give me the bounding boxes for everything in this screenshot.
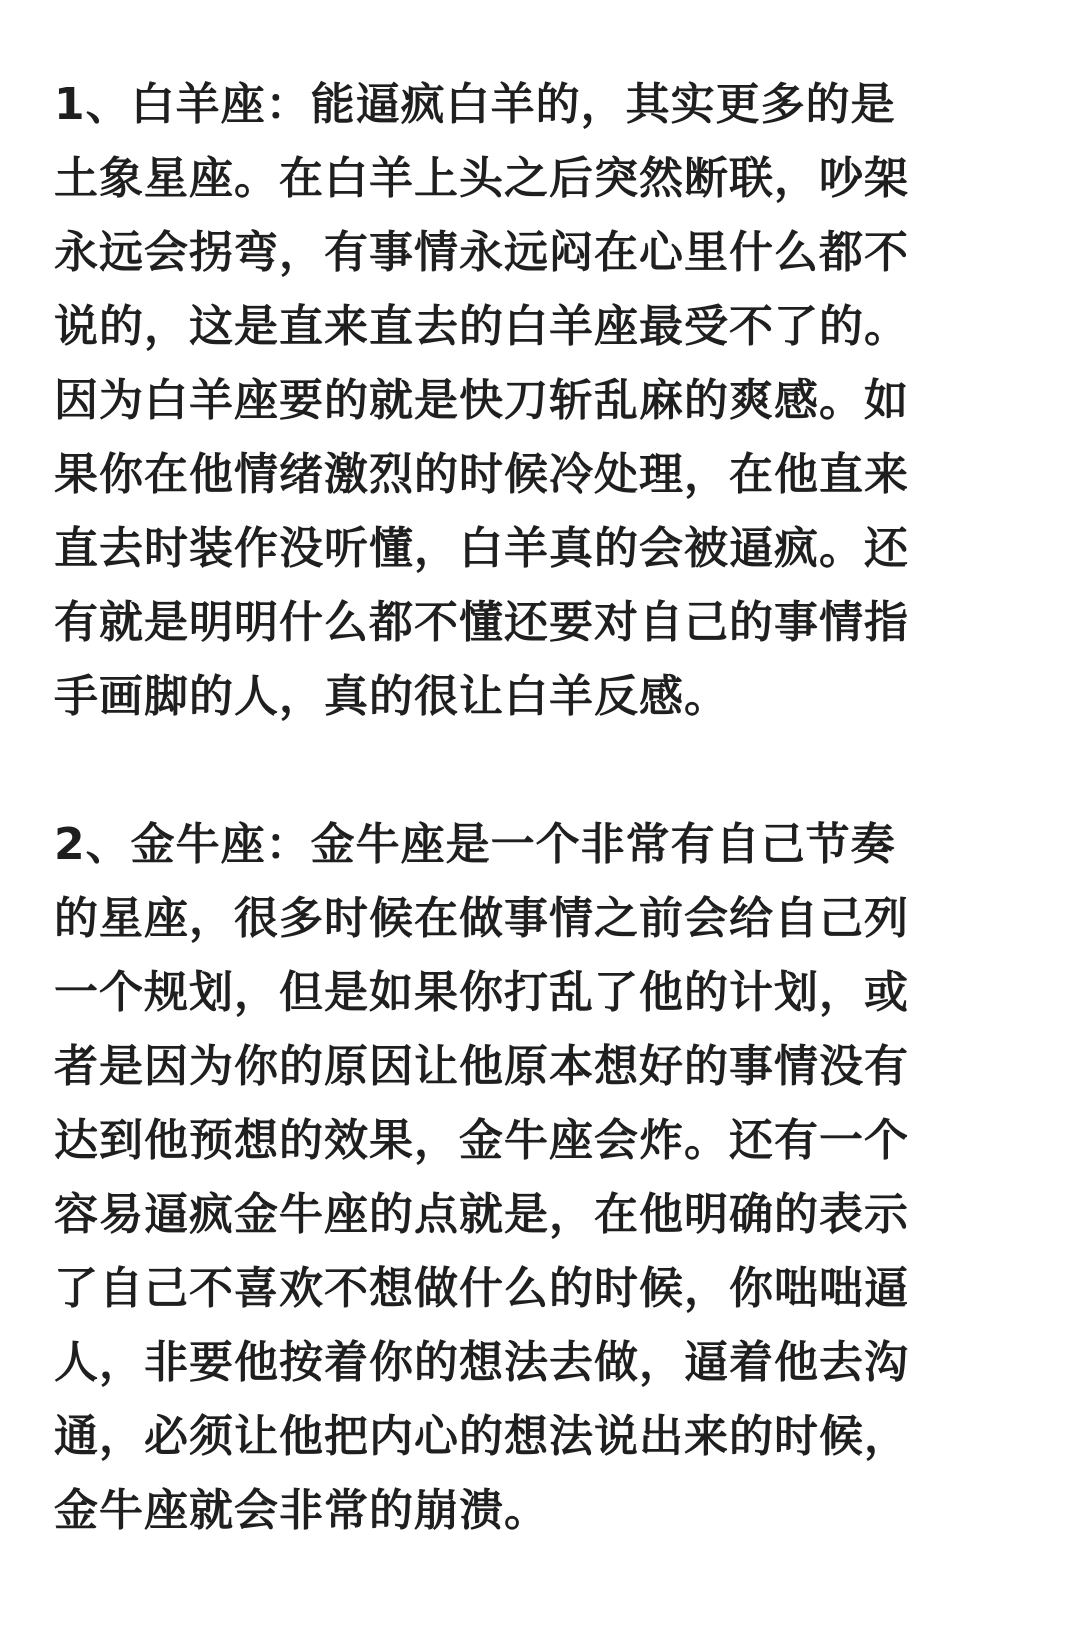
article-body bbox=[54, 68, 1026, 1548]
text-line: 直去时装作没听懂，白羊真的会被逼疯。还 bbox=[54, 523, 909, 574]
text-line: 者是因为你的原因让他原本想好的事情没有 bbox=[54, 1041, 909, 1092]
text-line: 因为白羊座要的就是快刀斩乱麻的爽感。如 bbox=[54, 375, 909, 426]
paragraph-taurus bbox=[54, 808, 1026, 1548]
paragraph-spacer bbox=[54, 734, 1026, 808]
text-line: 说的，这是直来直去的白羊座最受不了的。 bbox=[54, 301, 909, 352]
text-line: 1、白羊座：能逼疯白羊的，其实更多的是 bbox=[54, 79, 896, 130]
text-line: 金牛座就会非常的崩溃。 bbox=[54, 1485, 549, 1536]
text-line: 一个规划，但是如果你打乱了他的计划，或 bbox=[54, 967, 909, 1018]
text-line: 有就是明明什么都不懂还要对自己的事情指 bbox=[54, 597, 909, 648]
text-line: 土象星座。在白羊上头之后突然断联，吵架 bbox=[54, 153, 909, 204]
text-line: 的星座，很多时候在做事情之前会给自己列 bbox=[54, 893, 909, 944]
text-line: 永远会拐弯，有事情永远闷在心里什么都不 bbox=[54, 227, 909, 278]
text-line: 达到他预想的效果，金牛座会炸。还有一个 bbox=[54, 1115, 909, 1166]
text-line: 容易逼疯金牛座的点就是，在他明确的表示 bbox=[54, 1189, 909, 1240]
text-line: 2、金牛座：金牛座是一个非常有自己节奏 bbox=[54, 819, 896, 870]
text-line: 人，非要他按着你的想法去做，逼着他去沟 bbox=[54, 1337, 909, 1388]
text-line: 了自己不喜欢不想做什么的时候，你咄咄逼 bbox=[54, 1263, 909, 1314]
paragraph-aries bbox=[54, 68, 1026, 734]
text-line: 通，必须让他把内心的想法说出来的时候， bbox=[54, 1411, 909, 1462]
text-line: 手画脚的人，真的很让白羊反感。 bbox=[54, 671, 729, 722]
text-line: 果你在他情绪激烈的时候冷处理，在他直来 bbox=[54, 449, 909, 500]
